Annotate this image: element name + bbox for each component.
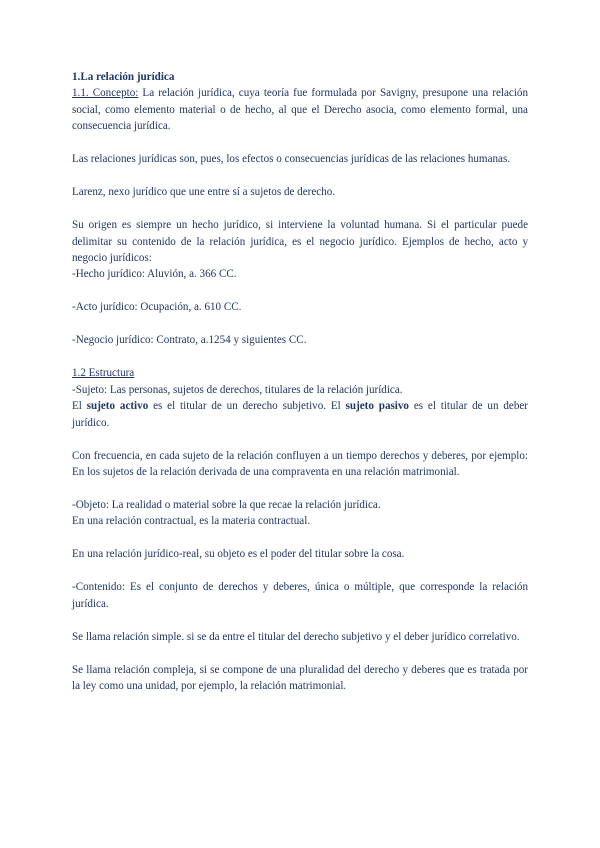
- concept-text: La relación jurídica, cuya teoría fue formulada por Savigny, presupone una relación social, como elemento material o de hecho, al que el Derecho asocia, como elemento formal, una consecuencia jurídica.: [72, 87, 529, 133]
- paragraph-compleja: Se llama relación compleja, si se compone de una pluralidad del derecho y deberes que es tratada por la ley como una unidad, por ejemplo, la relación matrimonial.: [72, 663, 528, 693]
- paragraph-simple: Se llama relación simple. si se da entre el titular del derecho subjetivo y el deber jurídico correlativo.: [72, 630, 520, 643]
- concept-paragraph: [72, 85, 528, 134]
- paragraph-relaciones: Las relaciones jurídicas son, pues, los efectos o consecuencias jurídicas de las relaciones humanas.: [72, 153, 511, 166]
- paragraph-real: En una relación jurídico-real, su objeto es el poder del titular sobre la cosa.: [72, 548, 405, 561]
- objeto-line-2: En una relación contractual, es la materia contractual.: [72, 515, 311, 528]
- paragraph-contenido: -Contenido: Es el conjunto de derechos y deberes, única o múltiple, que corresponde la relación jurídica.: [72, 581, 528, 610]
- activo-pre-text: El: [72, 400, 87, 413]
- sujeto-activo-term: sujeto activo: [86, 400, 149, 413]
- sujeto-activo-pasivo-paragraph: [72, 398, 528, 431]
- document-title: 1.La relación jurídica: [72, 71, 175, 83]
- structure-heading: 1.2 Estructura: [72, 367, 135, 380]
- example-negocio: -Negocio jurídico: Contrato, a.1254 y siguientes CC.: [72, 334, 307, 347]
- example-hecho: -Hecho jurídico: Aluvión, a. 366 CC.: [72, 268, 237, 281]
- pasivo-post-text: es el titular de un deber jurídico.: [72, 400, 528, 429]
- sujeto-line: -Sujeto: Las personas, sujetos de derechos, titulares de la relación jurídica.: [72, 383, 403, 396]
- sujeto-pasivo-term: sujeto pasivo: [345, 400, 409, 413]
- paragraph-frecuencia: Con frecuencia, en cada sujeto de la relación confluyen a un tiempo derechos y deberes, por ejemplo: En los sujetos de la relación derivada de una compraventa en una relación matrimonial.: [72, 449, 528, 479]
- paragraph-origen: Su origen es siempre un hecho jurídico, si interviene la voluntad humana. Si el particular puede delimitar su contenido de la relación jurídica, es el negocio jurídico. Ejemplos de hecho, acto y negocio jurídicos:: [72, 219, 528, 265]
- objeto-line-1: -Objeto: La realidad o material sobre la que recae la relación jurídica.: [72, 499, 381, 512]
- activo-mid-text: es el titular de un derecho subjetivo. El: [148, 400, 346, 413]
- example-acto: -Acto jurídico: Ocupación, a. 610 CC.: [72, 301, 242, 314]
- concept-heading: 1.1. Concepto:: [72, 87, 139, 100]
- paragraph-larenz: Larenz, nexo jurídico que une entre sí a sujetos de derecho.: [72, 186, 336, 199]
